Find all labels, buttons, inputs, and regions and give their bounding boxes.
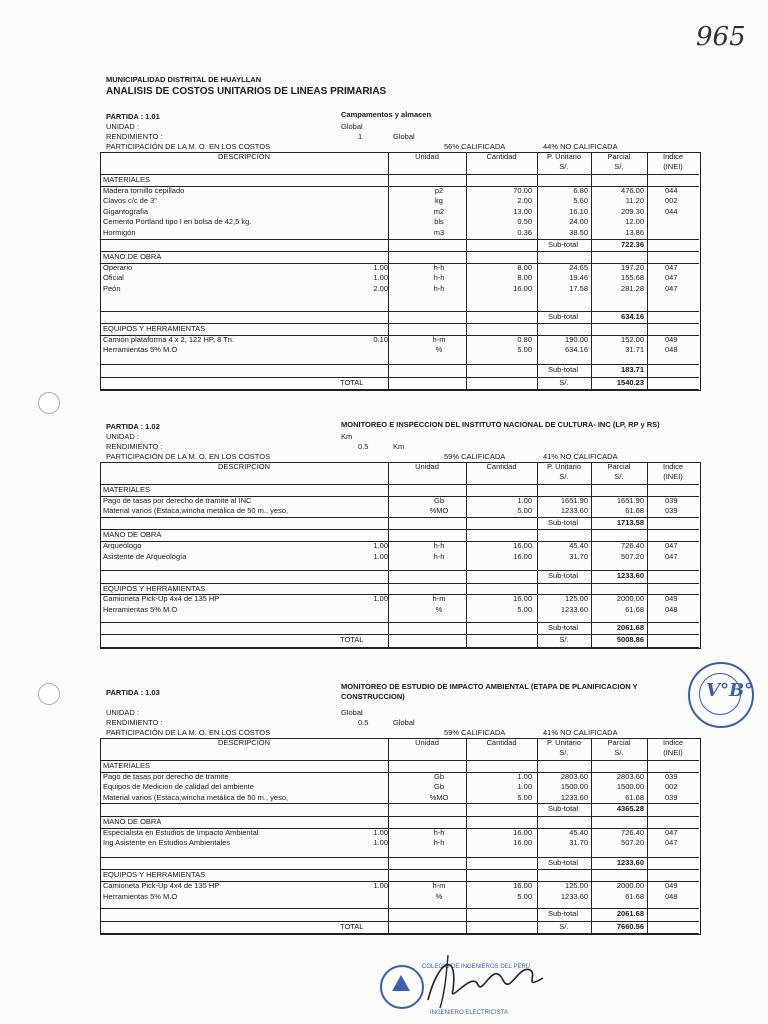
row-quantity: 5.00	[517, 506, 532, 516]
unidad-label: UNIDAD :	[106, 708, 139, 717]
row-unit: %	[435, 605, 443, 614]
subtotal-label: Sub-total	[547, 857, 578, 867]
row-description: Arqueólogo	[103, 541, 142, 550]
partida-code: PARTIDA : 1.02	[106, 422, 160, 431]
total-label: TOTAL	[340, 377, 364, 387]
row-description: Ing Asistente en Estudios Ambientales	[103, 838, 231, 848]
rendimiento-unit: Global	[393, 718, 415, 727]
col-header-soles: S/.	[614, 162, 624, 171]
partida-code: PARTIDA : 1.01	[106, 112, 160, 121]
row-description: Material varios (Estaca,wincha metálica de 50 m., yeso,	[103, 506, 289, 516]
row-index: 044	[665, 185, 678, 195]
row-index: 047	[665, 541, 678, 550]
row-description: Herramientas 5% M.O	[103, 891, 178, 901]
row-partial: 726.40	[621, 541, 644, 550]
section-label: MATERIALES	[103, 175, 150, 184]
calificada: 56% CALIFICADA	[444, 142, 506, 151]
row-unit-price: 125.00	[565, 881, 588, 890]
row-crew: 1.00	[373, 881, 388, 890]
row-unit: bls	[434, 217, 444, 227]
subtotal-value: 634.16	[621, 311, 644, 321]
row-unit: h-m	[432, 881, 446, 890]
row-description: Cemento Portland tipo I en bolsa de 42,5 kg.	[103, 217, 252, 227]
subtotal-label: Sub-total	[547, 239, 578, 249]
row-unit-price: 17.58	[569, 284, 588, 293]
column-line	[647, 738, 648, 933]
row-quantity: 8.00	[517, 273, 532, 283]
col-header-unidad: Unidad	[415, 152, 439, 161]
row-unit-price: 16.10	[569, 206, 588, 216]
row-index: 002	[665, 782, 678, 792]
total-label: TOTAL	[340, 921, 364, 931]
row-quantity: 5.00	[517, 792, 532, 802]
column-line	[388, 152, 389, 389]
row-partial: 155.68	[621, 273, 644, 283]
col-header-inei: (INEI)	[663, 162, 683, 171]
row-unit-price: 634.16	[565, 345, 588, 355]
row-unit-price: 1233.60	[560, 605, 588, 614]
partida-name-line2: CONSTRUCCION)	[341, 692, 405, 701]
subtotal-value: 1713.58	[616, 517, 644, 527]
row-description: Pago de tasas por derecho de tramite	[103, 771, 229, 781]
participacion-label: PARTICIPACIÓN DE LA M. O. EN LOS COSTOS	[106, 452, 271, 461]
unidad-label: UNIDAD :	[106, 432, 139, 441]
row-quantity: 0.80	[517, 334, 532, 344]
binder-hole	[38, 392, 60, 414]
row-unit: %	[435, 891, 443, 901]
section-label: MATERIALES	[103, 485, 150, 494]
partida-code: PARTIDA : 1.03	[106, 688, 160, 697]
partida-unidad: Global	[341, 122, 363, 131]
col-header-cantidad: Cantidad	[486, 152, 517, 161]
row-index: 049	[665, 594, 678, 604]
column-line	[466, 738, 467, 933]
total-currency: S/.	[559, 635, 569, 645]
row-quantity: 16.00	[513, 284, 532, 293]
section-label: MATERIALES	[103, 761, 150, 770]
row-unit: %MO	[429, 792, 449, 802]
col-header-punitario: P. Unitario	[546, 462, 582, 471]
subtotal-value: 183.71	[621, 365, 644, 374]
row-description: Especialista en Estudios de Impacto Ambiental	[103, 827, 259, 837]
row-description: Camioneta Pick-Up 4x4 de 135 HP	[103, 594, 220, 604]
row-unit: kg	[435, 196, 443, 206]
row-partial: 209.30	[621, 206, 644, 216]
rendimiento-unit: Km	[393, 442, 405, 451]
row-index: 039	[665, 495, 678, 505]
column-line	[647, 462, 648, 647]
section-label: EQUIPOS Y HERRAMIENTAS	[103, 870, 206, 880]
row-partial: 197.20	[621, 262, 644, 272]
row-description: Herramientas 5% M.O	[103, 345, 178, 355]
row-crew: 1.00	[373, 551, 388, 561]
total-value: 7660.56	[616, 921, 644, 931]
row-partial: 1500.00	[616, 782, 644, 792]
partida-unidad: Global	[341, 708, 363, 717]
col-header-soles: S/.	[559, 748, 569, 757]
row-unit-price: 45.40	[569, 827, 588, 837]
row-description: Equipos de Medicion de calidad del ambiente	[103, 782, 254, 792]
row-partial: 2000.00	[616, 594, 644, 604]
participacion-label: PARTICIPACIÓN DE LA M. O. EN LOS COSTOS	[106, 142, 271, 151]
section-label: EQUIPOS Y HERRAMIENTAS	[103, 583, 206, 593]
row-unit-price: 125.00	[565, 594, 588, 604]
total-value: 1540.23	[616, 377, 644, 387]
rendimiento-value: 0.5	[358, 442, 369, 451]
participacion-label: PARTICIPACIÓN DE LA M. O. EN LOS COSTOS	[106, 728, 271, 737]
total-label: TOTAL	[340, 635, 364, 645]
partida-name: MONITOREO E INSPECCION DEL INSTITUTO NACIONAL DE CULTURA- INC (LP, RP y RS)	[341, 420, 660, 429]
row-unit-price: 1233.60	[560, 506, 588, 516]
row-description: Camioneta Pick-Up 4x4 de 135 HP	[103, 881, 220, 890]
col-header-punitario: P. Unitario	[546, 738, 582, 747]
row-unit: h-h	[433, 273, 445, 283]
no-calificada: 41% NO CALIFICADA	[543, 728, 618, 737]
row-index: 044	[665, 206, 678, 216]
col-header-cantidad: Cantidad	[486, 462, 517, 471]
col-header-descripcion: DESCRIPCION	[217, 738, 271, 747]
row-description: Operario	[103, 262, 133, 272]
row-quantity: 13.00	[513, 206, 532, 216]
col-header-unidad: Unidad	[415, 462, 439, 471]
subtotal-label: Sub-total	[547, 804, 578, 814]
row-unit-price: 31.70	[569, 551, 588, 561]
row-partial: 726.40	[621, 827, 644, 837]
partida-unidad: Km	[341, 432, 353, 441]
section-label: MANO DE OBRA	[103, 252, 162, 262]
rendimiento-label: RENDIMIENTO :	[106, 132, 163, 141]
subtotal-label: Sub-total	[547, 517, 578, 527]
row-crew: 1.00	[373, 827, 388, 837]
row-quantity: 1.00	[517, 495, 532, 505]
rendimiento-unit: Global	[393, 132, 415, 141]
row-index: 039	[665, 771, 678, 781]
row-partial: 2803.60	[616, 771, 644, 781]
row-unit-price: 1500.00	[560, 782, 588, 792]
row-unit: h-h	[433, 541, 445, 550]
row-quantity: 8.00	[517, 262, 532, 272]
row-quantity: 5.00	[517, 345, 532, 355]
col-header-cantidad: Cantidad	[486, 738, 517, 747]
col-header-inei: (INEI)	[663, 748, 683, 757]
row-description: Madera tornillo cepillado	[103, 185, 185, 195]
col-header-soles: S/.	[614, 748, 624, 757]
row-quantity: 16.00	[513, 551, 532, 561]
row-index: 039	[665, 506, 678, 516]
row-crew: 1.00	[373, 541, 388, 550]
row-index: 002	[665, 196, 678, 206]
row-quantity: 0.36	[517, 228, 532, 237]
row-description: Material varios (Estaca,wincha metálica de 50 m., yeso,	[103, 792, 289, 802]
rendimiento-value: 1	[358, 132, 363, 141]
cost-table	[100, 738, 701, 935]
page-number: 965	[696, 22, 746, 52]
cost-table	[100, 152, 701, 391]
no-calificada: 44% NO CALIFICADA	[543, 142, 618, 151]
row-unit-price: 31.70	[569, 838, 588, 848]
rendimiento-label: RENDIMIENTO :	[106, 442, 163, 451]
row-unit: Gb	[433, 495, 444, 505]
total-value: 5008.86	[616, 635, 644, 645]
partida-name: Campamentos y almacen	[341, 110, 432, 119]
col-header-indice: Indice	[662, 462, 683, 471]
calificada: 59% CALIFICADA	[444, 728, 506, 737]
row-partial: 507.20	[621, 838, 644, 848]
col-header-unidad: Unidad	[415, 738, 439, 747]
stamp-text: V°B°	[706, 680, 754, 701]
subtotal-label: Sub-total	[547, 365, 578, 374]
row-index: 049	[665, 334, 678, 344]
col-header-soles: S/.	[614, 472, 624, 481]
row-unit: m2	[433, 206, 445, 216]
col-header-parcial: Parcial	[607, 738, 631, 747]
row-description: Peón	[103, 284, 121, 293]
row-unit-price: 190.00	[565, 334, 588, 344]
partida-name: MONITOREO DE ESTUDIO DE IMPACTO AMBIENTAL (ETAPA DE PLANIFICACION Y	[341, 682, 638, 691]
row-description: Pago de tasas por derecho de tramite al INC	[103, 495, 252, 505]
row-partial: 61.68	[625, 891, 644, 901]
row-unit: h-m	[432, 594, 446, 604]
column-line	[647, 152, 648, 389]
col-header-soles: S/.	[559, 162, 569, 171]
document-title: ANALISIS DE COSTOS UNITARIOS DE LINEAS PRIMARIAS	[106, 86, 387, 97]
subtotal-value: 722.36	[621, 239, 644, 249]
row-description: Gigantografia	[103, 206, 149, 216]
total-currency: S/.	[559, 921, 569, 931]
column-line	[591, 462, 592, 647]
no-calificada: 41% NO CALIFICADA	[543, 452, 618, 461]
row-index: 047	[665, 284, 678, 293]
row-quantity: 16.00	[513, 838, 532, 848]
row-unit-price: 38.50	[569, 228, 588, 237]
row-crew: 1.00	[373, 594, 388, 604]
row-description: Clavos c/c de 3"	[103, 196, 157, 206]
row-partial: 61.68	[625, 506, 644, 516]
binder-hole	[38, 683, 60, 705]
row-quantity: 16.00	[513, 881, 532, 890]
row-partial: 11.20	[625, 196, 644, 206]
column-line	[591, 152, 592, 389]
row-unit: h-h	[433, 551, 445, 561]
col-header-indice: Indice	[662, 738, 683, 747]
unidad-label: UNIDAD :	[106, 122, 139, 131]
row-unit: h-h	[433, 262, 445, 272]
row-unit: Gb	[433, 782, 444, 792]
row-description: Asistente de Arqueología	[103, 551, 187, 561]
section-label: MANO DE OBRA	[103, 530, 162, 540]
col-header-descripcion: DESCRIPCION	[217, 152, 271, 161]
row-index: 047	[665, 551, 678, 561]
col-header-parcial: Parcial	[607, 152, 631, 161]
row-unit: %MO	[429, 506, 449, 516]
seal-org: COLEGIO DE INGENIEROS DEL PERU	[422, 964, 531, 970]
row-unit-price: 45.40	[569, 541, 588, 550]
row-partial: 152.00	[621, 334, 644, 344]
row-unit-price: 1651.90	[560, 495, 588, 505]
column-line	[591, 738, 592, 933]
row-index: 048	[665, 605, 678, 614]
row-index: 047	[665, 827, 678, 837]
row-quantity: 16.00	[513, 594, 532, 604]
subtotal-value: 1233.60	[616, 571, 644, 581]
row-partial: 1651.90	[616, 495, 644, 505]
row-index: 047	[665, 838, 678, 848]
row-unit: h-h	[433, 284, 445, 293]
subtotal-value: 1233.60	[616, 857, 644, 867]
row-index: 047	[665, 273, 678, 283]
row-partial: 13.86	[625, 228, 644, 237]
column-line	[388, 462, 389, 647]
row-crew: 1.00	[373, 273, 388, 283]
row-index: 048	[665, 345, 678, 355]
row-unit: h-h	[433, 827, 445, 837]
signature	[418, 940, 548, 1010]
row-partial: 61.68	[625, 792, 644, 802]
row-index: 049	[665, 881, 678, 890]
row-crew: 1.00	[373, 838, 388, 848]
row-partial: 12.00	[625, 217, 644, 227]
row-description: Oficial	[103, 273, 124, 283]
calificada: 59% CALIFICADA	[444, 452, 506, 461]
rendimiento-value: 0.5	[358, 718, 369, 727]
row-crew: 0.10	[373, 334, 388, 344]
row-unit: m3	[433, 228, 445, 237]
subtotal-value: 2061.68	[616, 909, 644, 919]
total-currency: S/.	[559, 377, 569, 387]
row-unit-price: 19.46	[569, 273, 588, 283]
col-header-parcial: Parcial	[607, 462, 631, 471]
row-unit: %	[435, 345, 443, 355]
row-quantity: 70.00	[513, 185, 532, 195]
row-index: 048	[665, 891, 678, 901]
row-index: 039	[665, 792, 678, 802]
row-partial: 2000.00	[616, 881, 644, 890]
col-header-indice: Indice	[662, 152, 683, 161]
row-quantity: 5.00	[517, 891, 532, 901]
row-unit: h-m	[432, 334, 446, 344]
subtotal-label: Sub-total	[547, 622, 578, 632]
row-unit-price: 24.65	[569, 262, 588, 272]
row-description: Hormigón	[103, 228, 136, 237]
row-crew: 1.00	[373, 262, 388, 272]
column-line	[537, 152, 538, 389]
municipality-name: MUNICIPALIDAD DISTRITAL DE HUAYLLAN	[106, 75, 262, 84]
subtotal-value: 4365.28	[616, 804, 644, 814]
row-quantity: 16.00	[513, 541, 532, 550]
subtotal-label: Sub-total	[547, 311, 578, 321]
row-description: Camión plataforma 4 x 2, 122 HP, 8 Tn.	[103, 334, 235, 344]
row-crew: 2.00	[373, 284, 388, 293]
row-quantity: 1.00	[517, 771, 532, 781]
col-header-descripcion: DESCRIPCION	[217, 462, 271, 471]
row-partial: 507.20	[621, 551, 644, 561]
subtotal-value: 2061.68	[616, 622, 644, 632]
col-header-soles: S/.	[559, 472, 569, 481]
row-unit-price: 6.80	[573, 185, 588, 195]
row-index: 047	[665, 262, 678, 272]
row-unit-price: 1233.60	[560, 792, 588, 802]
row-unit: h-h	[433, 838, 445, 848]
section-label: EQUIPOS Y HERRAMIENTAS	[103, 324, 206, 334]
column-line	[466, 462, 467, 647]
row-partial: 476.00	[621, 185, 644, 195]
column-line	[466, 152, 467, 389]
row-unit-price: 1233.60	[560, 891, 588, 901]
column-line	[537, 462, 538, 647]
cost-table	[100, 462, 701, 649]
row-unit-price: 5.60	[573, 196, 588, 206]
row-quantity: 5.00	[517, 605, 532, 614]
seal-role: INGENIERO ELECTRICISTA	[430, 1010, 508, 1016]
rendimiento-label: RENDIMIENTO :	[106, 718, 163, 727]
row-quantity: 2.00	[517, 196, 532, 206]
row-unit-price: 2803.60	[560, 771, 588, 781]
subtotal-label: Sub-total	[547, 909, 578, 919]
column-line	[537, 738, 538, 933]
row-partial: 61.68	[625, 605, 644, 614]
row-description: Herramientas 5% M.O	[103, 605, 178, 614]
row-quantity: 1.00	[517, 782, 532, 792]
col-header-punitario: P. Unitario	[546, 152, 582, 161]
row-partial: 31.71	[625, 345, 644, 355]
row-unit-price: 24.00	[569, 217, 588, 227]
row-unit: Gb	[433, 771, 444, 781]
row-quantity: 0.50	[517, 217, 532, 227]
subtotal-label: Sub-total	[547, 571, 578, 581]
row-quantity: 16.00	[513, 827, 532, 837]
section-label: MANO DE OBRA	[103, 817, 162, 826]
approval-stamp	[688, 662, 754, 728]
row-partial: 281.28	[621, 284, 644, 293]
column-line	[388, 738, 389, 933]
col-header-inei: (INEI)	[663, 472, 683, 481]
row-unit: p2	[434, 185, 444, 195]
